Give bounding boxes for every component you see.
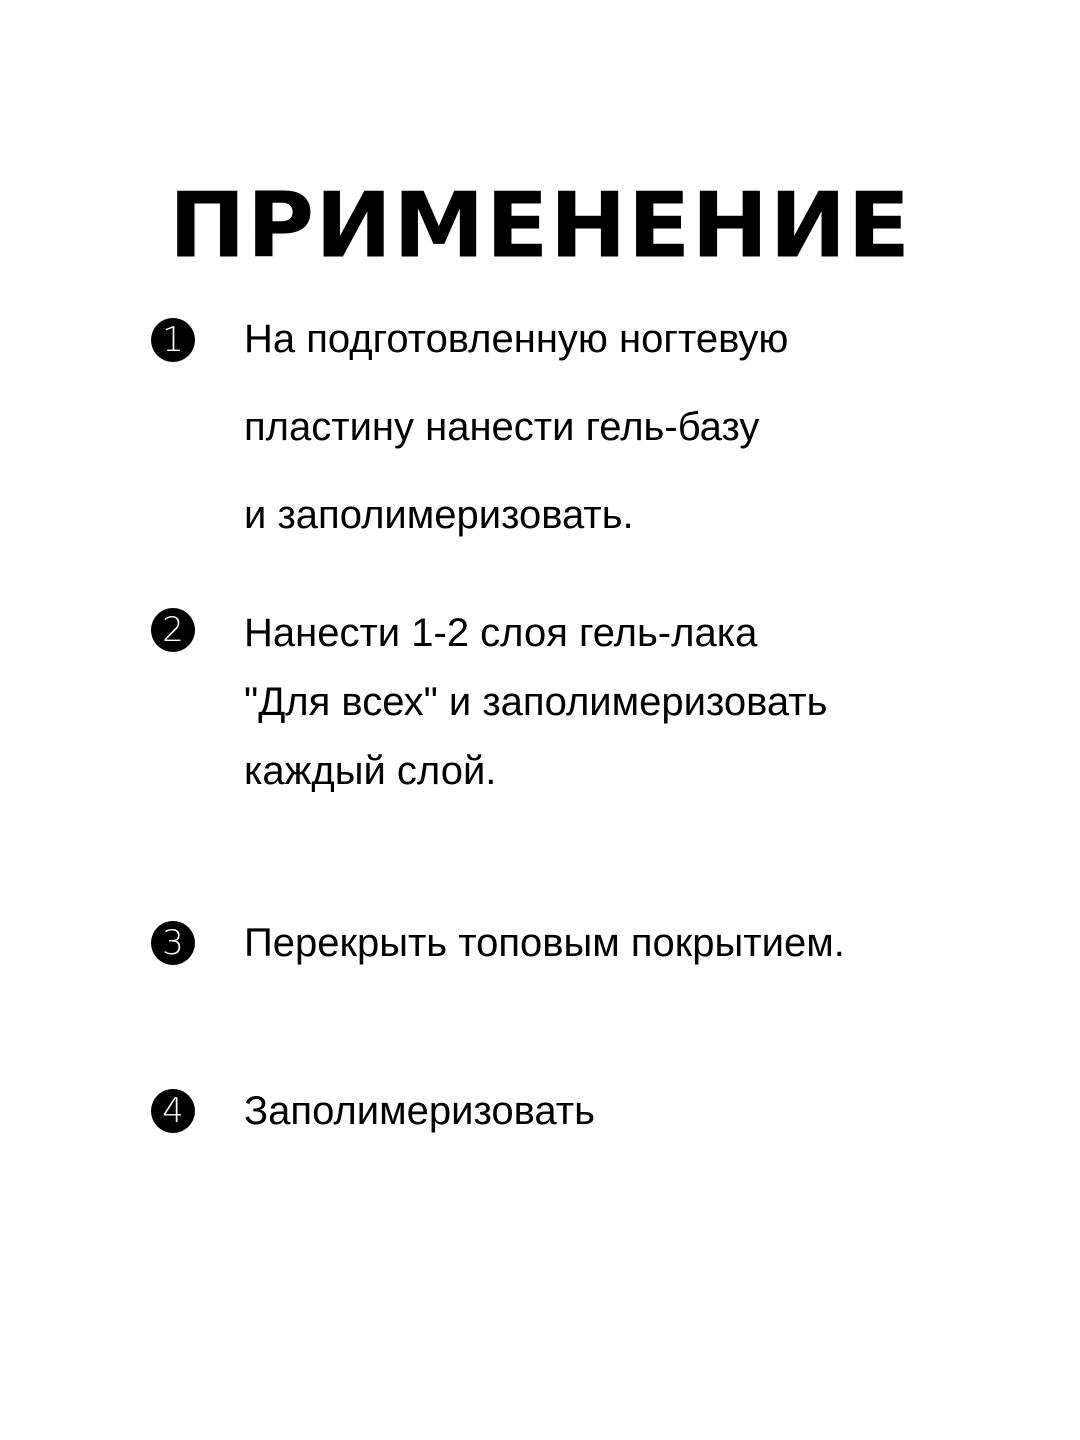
step-text <box>244 918 1044 968</box>
step-text <box>244 316 1044 580</box>
step-text-line: и заполимеризовать. <box>244 493 634 537</box>
step-text-line: каждый слой. <box>244 749 497 793</box>
step-number-badge: 1 <box>151 318 195 362</box>
step-text-line: Перекрыть топовым покрытием. <box>244 921 845 965</box>
step-text-line: На подготовленную ногтевую <box>244 317 789 361</box>
page-title: ПРИМЕНЕНИЕ <box>168 172 912 278</box>
step-text-line: Нанести 1-2 слоя гель-лака <box>244 611 758 655</box>
step-text-line: "Для всех" и заполимеризовать <box>244 680 828 724</box>
step-text-line: пластину нанести гель-базу <box>244 405 760 449</box>
step-text <box>244 610 1044 817</box>
step-number-badge: 3 <box>151 921 195 965</box>
step-text-line: Заполимеризовать <box>244 1089 595 1133</box>
step-number-badge: 4 <box>151 1089 195 1133</box>
step-text <box>244 1086 1044 1136</box>
step-number-badge: 2 <box>151 608 195 652</box>
